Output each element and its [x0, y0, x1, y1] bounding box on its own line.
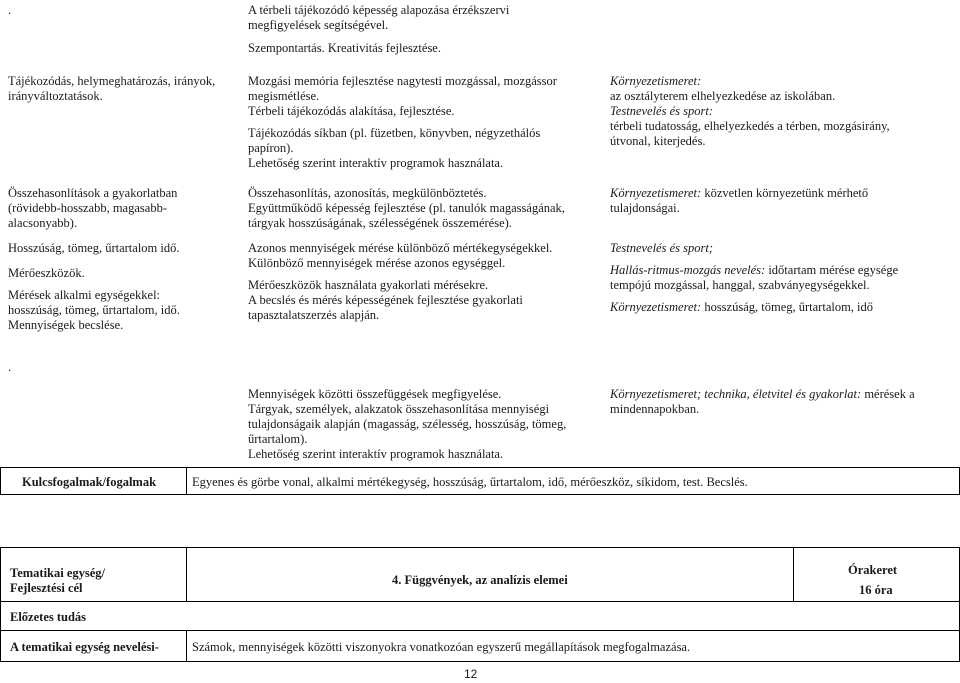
table-border — [186, 630, 187, 662]
text-line: Tájékozódás síkban (pl. füzetben, könyvben, négyzethálós — [248, 126, 541, 140]
subject-label: Környezetismeret; technika, életvitel és gyakorlat: — [610, 387, 862, 401]
table-border — [186, 467, 187, 495]
key-concepts-label: Kulcsfogalmak/fogalmak — [22, 475, 157, 489]
text-line: az osztályterem elhelyezkedése az iskolában. — [610, 89, 836, 103]
row1-connections — [610, 74, 955, 149]
text-line: tárgyak hosszúságának, szélességének összemérése). — [248, 216, 512, 230]
table-border — [0, 547, 1, 662]
text-line: Környezetismeret: — [610, 74, 702, 88]
row3-connections — [610, 241, 955, 315]
text-line: Lehetőség szerint interaktív programok használata. — [248, 156, 504, 170]
text-line: Különböző mennyiségek mérése azonos egységgel. — [248, 256, 506, 270]
hours-value: 16 óra — [859, 583, 893, 597]
text-fragment: időtartam mérése egysége — [765, 263, 899, 277]
subject-label: Környezetismeret: — [610, 186, 702, 200]
text-line: megfigyelések segítségével. — [248, 18, 389, 32]
prior-knowledge-label: Előzetes tudás — [10, 610, 87, 624]
text-line: (rövidebb-hosszabb, magasabb- — [8, 201, 167, 215]
row3-topic — [8, 241, 233, 333]
table-border — [0, 630, 960, 631]
text-line: Szempontartás. Kreativitás fejlesztése. — [248, 41, 441, 55]
top-goal-text — [248, 3, 509, 56]
text-line: megismétlése. — [248, 89, 320, 103]
text-line: Tájékozódás, helymeghatározás, irányok, — [8, 74, 216, 88]
table-border — [0, 467, 960, 468]
hours-label: Órakeret — [848, 563, 898, 577]
text-fragment: mérések a — [861, 387, 915, 401]
row3-activities — [248, 241, 603, 323]
table-border — [793, 547, 794, 602]
text-line: Összehasonlítás, azonosítás, megkülönböztetés. — [248, 186, 487, 200]
table-border — [0, 601, 960, 602]
unit-label — [10, 566, 105, 596]
row4-topic: . — [8, 360, 12, 374]
text-line: A becslés és mérés képességének fejlesztése gyakorlati — [248, 293, 523, 307]
row2-connections — [610, 186, 955, 216]
text-line: alacsonyabb). — [8, 216, 78, 230]
text-line: Összehasonlítások a gyakorlatban — [8, 186, 178, 200]
page-number: 12 — [464, 667, 478, 681]
text-line: Fejlesztési cél — [10, 581, 83, 595]
row4-connections — [610, 387, 955, 417]
text-line: Mérések alkalmi egységekkel: — [8, 288, 161, 302]
text-fragment: közvetlen környezetünk mérhető — [701, 186, 869, 200]
text-line: Testnevelés és sport; — [610, 241, 713, 255]
text-line: Azonos mennyiségek mérése különböző mértékegységekkel. — [248, 241, 553, 255]
text-line: tulajdonságai. — [610, 201, 680, 215]
text-line: tapasztalatszerzés alapján. — [248, 308, 380, 322]
text-line: A térbeli tájékozódó képesség alapozása érzékszervi — [248, 3, 510, 17]
table-border — [0, 661, 960, 662]
subject-label: Hallás-ritmus-mozgás nevelés: — [610, 263, 766, 277]
table-border — [186, 547, 187, 602]
text-line: Mérőeszközök. — [8, 266, 85, 280]
text-line: hosszúság, tömeg, űrtartalom, idő. — [8, 303, 180, 317]
text-line: Tárgyak, személyek, alakzatok összehasonlítása mennyiségi — [248, 402, 550, 416]
unit-title: 4. Függvények, az analízis elemei — [392, 573, 568, 587]
table-border — [0, 547, 960, 548]
text-line: Mérőeszközök használata gyakorlati mérésekre. — [248, 278, 489, 292]
text-line: papíron). — [248, 141, 294, 155]
text-line: Lehetőség szerint interaktív programok használata. — [248, 447, 504, 461]
text-line: Mozgási memória fejlesztése nagytesti mozgással, mozgássor — [248, 74, 557, 88]
goals-label: A tematikai egység nevelési- — [10, 640, 159, 654]
text-line: tulajdonságaik alapján (magasság, szélesség, hosszúság, tömeg, — [248, 417, 567, 431]
top-left-mark: . — [8, 3, 12, 17]
text-line: Mennyiségek becslése. — [8, 318, 124, 332]
text-line: űrtartalom). — [248, 432, 308, 446]
text-line: térbeli tudatosság, elhelyezkedés a térben, mozgásirány, — [610, 119, 890, 133]
text-line: Mennyiségek közötti összefüggések megfigyelése. — [248, 387, 502, 401]
text-line: Térbeli tájékozódás alakítása, fejlesztése. — [248, 104, 455, 118]
key-concepts-value: Egyenes és görbe vonal, alkalmi mértékegység, hosszúság, űrtartalom, idő, mérőeszköz, síkidom, test. Becslés. — [192, 475, 748, 489]
row2-topic — [8, 186, 233, 231]
row2-activities — [248, 186, 603, 231]
table-border — [0, 467, 1, 495]
table-border — [0, 494, 960, 495]
text-line: Testnevelés és sport: — [610, 104, 713, 118]
text-line: mindennapokban. — [610, 402, 700, 416]
goals-value: Számok, mennyiségek közötti viszonyokra vonatkozóan egyszerű megállapítások megfogalmazása. — [192, 640, 691, 654]
text-line: Együttműködő képesség fejlesztése (pl. tanulók magasságának, — [248, 201, 565, 215]
row1-activities — [248, 74, 598, 171]
text-fragment: hosszúság, tömeg, űrtartalom, idő — [701, 300, 874, 314]
text-line: irányváltoztatások. — [8, 89, 103, 103]
row4-activities — [248, 387, 603, 462]
text-line: Tematikai egység/ — [10, 566, 106, 580]
text-line: útvonal, kiterjedés. — [610, 134, 706, 148]
row1-topic — [8, 74, 233, 104]
subject-label: Környezetismeret: — [610, 300, 702, 314]
text-line: tempójú mozgással, hanggal, szabványegységekkel. — [610, 278, 870, 292]
text-line: Hosszúság, tömeg, űrtartalom idő. — [8, 241, 180, 255]
